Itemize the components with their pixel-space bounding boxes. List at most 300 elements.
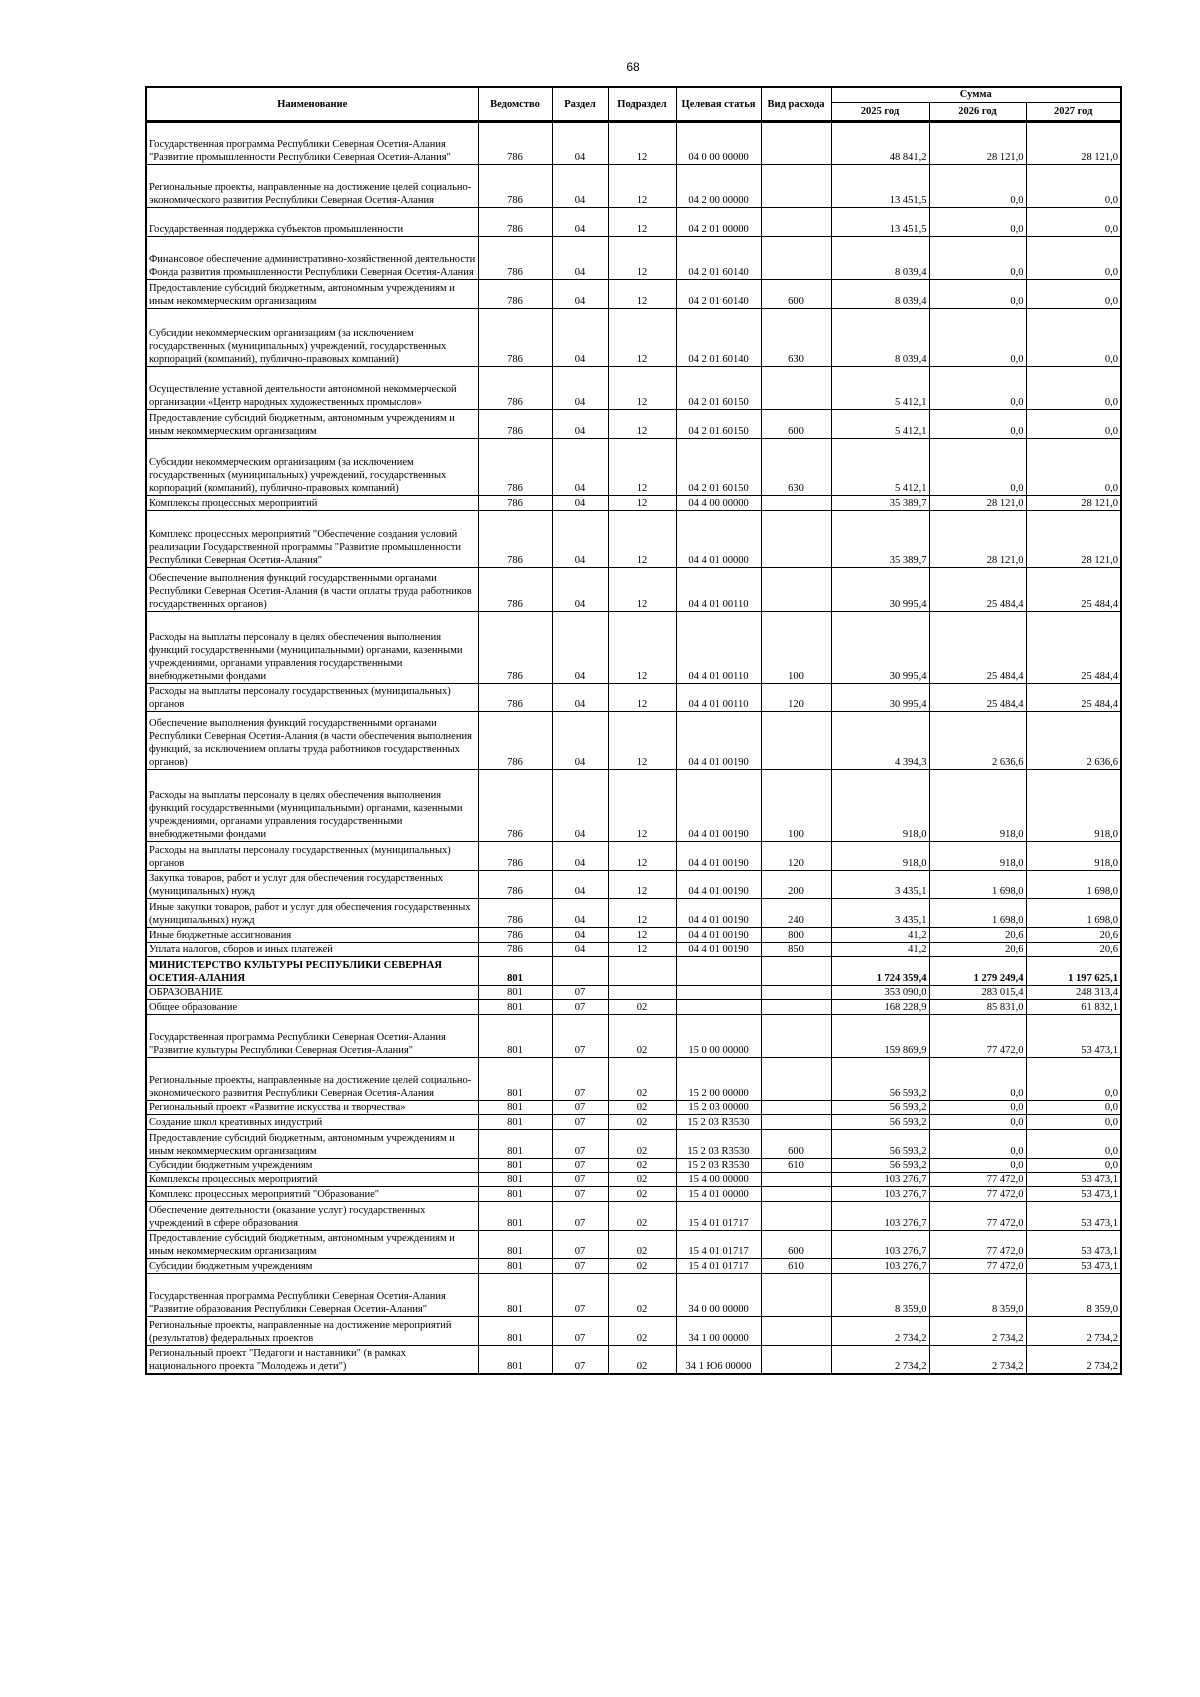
row-sum-2027: 1 698,0: [1026, 899, 1121, 928]
row-sum-2027: 0,0: [1026, 165, 1121, 208]
row-dept: 786: [478, 122, 552, 165]
row-target: [676, 957, 761, 986]
row-sum-2027: 53 473,1: [1026, 1259, 1121, 1273]
row-sum-2025: 103 276,7: [831, 1187, 929, 1201]
row-sum-2027: 2 734,2: [1026, 1316, 1121, 1345]
row-section: 07: [552, 1273, 608, 1316]
row-subsection: 12: [608, 496, 676, 510]
row-section: 07: [552, 1259, 608, 1273]
budget-table: [145, 86, 1122, 1375]
row-exp-type: [761, 1201, 831, 1230]
table-row: [146, 611, 1121, 683]
row-dept: 801: [478, 1259, 552, 1273]
row-sum-2027: 0,0: [1026, 1101, 1121, 1115]
row-section: 04: [552, 769, 608, 841]
row-subsection: 02: [608, 1000, 676, 1014]
row-target: 04 4 01 00110: [676, 611, 761, 683]
row-dept: 786: [478, 208, 552, 237]
row-sum-2027: 0,0: [1026, 1158, 1121, 1172]
row-sum-2025: 8 039,4: [831, 237, 929, 280]
table-row: [146, 769, 1121, 841]
row-section: 07: [552, 1014, 608, 1057]
row-exp-type: [761, 1014, 831, 1057]
header-row-1: [146, 87, 1121, 103]
table-row: [146, 1201, 1121, 1230]
row-sum-2025: 41,2: [831, 928, 929, 942]
row-exp-type: 240: [761, 899, 831, 928]
row-dept: 801: [478, 1316, 552, 1345]
row-target: 04 2 01 60140: [676, 309, 761, 367]
row-subsection: 02: [608, 1129, 676, 1158]
row-exp-type: 850: [761, 942, 831, 956]
row-sum-2027: 248 313,4: [1026, 985, 1121, 999]
row-name: Региональный проект "Педагоги и наставники" (в рамках национального проекта "Молодежь и дети"): [146, 1345, 478, 1374]
row-sum-2026: 77 472,0: [929, 1172, 1026, 1186]
row-sum-2027: 2 636,6: [1026, 712, 1121, 770]
row-dept: 786: [478, 438, 552, 496]
row-dept: 801: [478, 1158, 552, 1172]
row-sum-2025: 56 593,2: [831, 1101, 929, 1115]
table-row: [146, 1345, 1121, 1374]
row-sum-2026: 77 472,0: [929, 1014, 1026, 1057]
table-row: [146, 1000, 1121, 1014]
row-sum-2026: 2 636,6: [929, 712, 1026, 770]
row-exp-type: [761, 985, 831, 999]
row-dept: 801: [478, 1172, 552, 1186]
row-sum-2025: 30 995,4: [831, 568, 929, 611]
row-subsection: 12: [608, 712, 676, 770]
row-subsection: 02: [608, 1057, 676, 1100]
row-dept: 801: [478, 1201, 552, 1230]
table-row: [146, 237, 1121, 280]
row-subsection: 12: [608, 309, 676, 367]
row-dept: 786: [478, 928, 552, 942]
row-sum-2026: 77 472,0: [929, 1187, 1026, 1201]
row-target: 04 4 01 00190: [676, 841, 761, 870]
row-sum-2027: 1 698,0: [1026, 870, 1121, 899]
row-section: 04: [552, 409, 608, 438]
row-sum-2025: 48 841,2: [831, 122, 929, 165]
row-exp-type: [761, 1273, 831, 1316]
row-sum-2025: 103 276,7: [831, 1201, 929, 1230]
row-section: 07: [552, 1230, 608, 1259]
row-section: 07: [552, 985, 608, 999]
row-sum-2025: 353 090,0: [831, 985, 929, 999]
row-sum-2026: 85 831,0: [929, 1000, 1026, 1014]
row-sum-2025: 2 734,2: [831, 1316, 929, 1345]
row-sum-2025: 5 412,1: [831, 438, 929, 496]
row-sum-2025: 8 039,4: [831, 309, 929, 367]
row-exp-type: [761, 568, 831, 611]
row-dept: 786: [478, 496, 552, 510]
row-subsection: 12: [608, 568, 676, 611]
row-section: 07: [552, 1172, 608, 1186]
row-section: 04: [552, 122, 608, 165]
row-sum-2025: 30 995,4: [831, 683, 929, 712]
row-sum-2025: 918,0: [831, 769, 929, 841]
table-row: [146, 122, 1121, 165]
row-sum-2025: 56 593,2: [831, 1158, 929, 1172]
header-dept: Ведомство: [478, 87, 552, 122]
header-2025: 2025 год: [831, 103, 929, 122]
row-exp-type: [761, 122, 831, 165]
table-row: [146, 1230, 1121, 1259]
row-subsection: 12: [608, 942, 676, 956]
row-section: 04: [552, 208, 608, 237]
row-dept: 786: [478, 165, 552, 208]
row-name: Региональные проекты, направленные на достижение целей социально-экономического развития Республики Северная Осетия-Алания: [146, 165, 478, 208]
header-name: Наименование: [146, 87, 478, 122]
row-sum-2027: 28 121,0: [1026, 510, 1121, 568]
row-target: 04 4 01 00190: [676, 928, 761, 942]
row-sum-2027: 25 484,4: [1026, 611, 1121, 683]
row-sum-2026: 28 121,0: [929, 122, 1026, 165]
row-exp-type: [761, 510, 831, 568]
row-subsection: 12: [608, 611, 676, 683]
row-target: 15 2 00 00000: [676, 1057, 761, 1100]
row-exp-type: 200: [761, 870, 831, 899]
row-target: 04 4 01 00190: [676, 870, 761, 899]
row-dept: 786: [478, 942, 552, 956]
row-sum-2025: 13 451,5: [831, 165, 929, 208]
row-exp-type: [761, 712, 831, 770]
row-sum-2025: 56 593,2: [831, 1129, 929, 1158]
row-dept: 786: [478, 870, 552, 899]
table-row: [146, 683, 1121, 712]
row-dept: 786: [478, 683, 552, 712]
row-dept: 786: [478, 841, 552, 870]
row-target: 15 0 00 00000: [676, 1014, 761, 1057]
row-sum-2025: 35 389,7: [831, 510, 929, 568]
row-name: МИНИСТЕРСТВО КУЛЬТУРЫ РЕСПУБЛИКИ СЕВЕРНАЯ ОСЕТИЯ-АЛАНИЯ: [146, 957, 478, 986]
row-subsection: 12: [608, 409, 676, 438]
row-name: ОБРАЗОВАНИЕ: [146, 985, 478, 999]
row-sum-2027: 20,6: [1026, 928, 1121, 942]
row-subsection: 02: [608, 1172, 676, 1186]
row-sum-2027: 53 473,1: [1026, 1201, 1121, 1230]
row-name: Комплексы процессных мероприятий: [146, 496, 478, 510]
row-exp-type: [761, 1115, 831, 1129]
row-section: 04: [552, 496, 608, 510]
row-exp-type: 600: [761, 1230, 831, 1259]
table-row: [146, 1158, 1121, 1172]
row-sum-2026: 2 734,2: [929, 1316, 1026, 1345]
row-sum-2026: 918,0: [929, 841, 1026, 870]
row-sum-2027: 0,0: [1026, 1057, 1121, 1100]
row-dept: 801: [478, 985, 552, 999]
row-dept: 801: [478, 1000, 552, 1014]
row-target: 04 2 01 60140: [676, 280, 761, 309]
row-exp-type: 120: [761, 683, 831, 712]
row-sum-2027: 20,6: [1026, 942, 1121, 956]
row-target: 15 4 01 01717: [676, 1201, 761, 1230]
table-row: [146, 1259, 1121, 1273]
row-subsection: 12: [608, 366, 676, 409]
row-section: 07: [552, 1000, 608, 1014]
row-name: Обеспечение выполнения функций государственными органами Республики Северная Осетия-Алания (в части оплаты труда работников государственных органов): [146, 568, 478, 611]
row-exp-type: [761, 237, 831, 280]
row-target: 04 2 00 00000: [676, 165, 761, 208]
row-section: 04: [552, 366, 608, 409]
table-row: [146, 1101, 1121, 1115]
row-sum-2026: 77 472,0: [929, 1230, 1026, 1259]
table-row: [146, 1129, 1121, 1158]
row-sum-2027: 918,0: [1026, 769, 1121, 841]
row-target: 15 4 01 01717: [676, 1259, 761, 1273]
row-target: 04 2 01 60150: [676, 409, 761, 438]
row-subsection: 12: [608, 237, 676, 280]
row-target: 04 4 01 00000: [676, 510, 761, 568]
table-row: [146, 985, 1121, 999]
row-sum-2026: 0,0: [929, 409, 1026, 438]
row-target: 34 1 00 00000: [676, 1316, 761, 1345]
row-subsection: 12: [608, 899, 676, 928]
row-name: Расходы на выплаты персоналу в целях обеспечения выполнения функций государственными (муниципальными) органами, казенными учреждениями, органами управления государственными внебюджетными фондами: [146, 611, 478, 683]
row-exp-type: [761, 1000, 831, 1014]
row-target: 34 1 Ю6 00000: [676, 1345, 761, 1374]
row-sum-2027: 0,0: [1026, 309, 1121, 367]
row-subsection: 02: [608, 1345, 676, 1374]
row-section: 07: [552, 1057, 608, 1100]
row-target: [676, 985, 761, 999]
row-dept: 801: [478, 1057, 552, 1100]
row-sum-2027: 2 734,2: [1026, 1345, 1121, 1374]
row-target: 34 0 00 00000: [676, 1273, 761, 1316]
row-sum-2025: 8 359,0: [831, 1273, 929, 1316]
row-section: 04: [552, 280, 608, 309]
row-subsection: 12: [608, 928, 676, 942]
row-dept: 801: [478, 1014, 552, 1057]
row-name: Государственная программа Республики Северная Осетия-Алания "Развитие культуры Республики Северная Осетия-Алания": [146, 1014, 478, 1057]
row-sum-2025: 3 435,1: [831, 870, 929, 899]
row-sum-2027: 53 473,1: [1026, 1172, 1121, 1186]
row-name: Финансовое обеспечение административно-хозяйственной деятельности Фонда развития промышленности Республики Северная Осетия-Алания: [146, 237, 478, 280]
row-subsection: [608, 957, 676, 986]
row-subsection: 12: [608, 438, 676, 496]
row-sum-2025: 103 276,7: [831, 1172, 929, 1186]
row-sum-2025: 159 869,9: [831, 1014, 929, 1057]
row-exp-type: [761, 496, 831, 510]
row-name: Региональные проекты, направленные на достижение мероприятий (результатов) федеральных проектов: [146, 1316, 478, 1345]
row-target: 15 4 01 00000: [676, 1187, 761, 1201]
header-subsection: Подраздел: [608, 87, 676, 122]
row-sum-2026: 0,0: [929, 237, 1026, 280]
row-name: Расходы на выплаты персоналу государственных (муниципальных) органов: [146, 683, 478, 712]
row-name: Уплата налогов, сборов и иных платежей: [146, 942, 478, 956]
row-sum-2026: 28 121,0: [929, 510, 1026, 568]
row-sum-2025: 103 276,7: [831, 1230, 929, 1259]
row-sum-2026: 0,0: [929, 1115, 1026, 1129]
row-sum-2025: 56 593,2: [831, 1115, 929, 1129]
row-name: Обеспечение деятельности (оказание услуг) государственных учреждений в сфере образования: [146, 1201, 478, 1230]
row-section: 07: [552, 1158, 608, 1172]
row-sum-2027: 53 473,1: [1026, 1230, 1121, 1259]
row-subsection: 12: [608, 769, 676, 841]
row-target: 04 2 01 60140: [676, 237, 761, 280]
row-exp-type: 610: [761, 1259, 831, 1273]
row-sum-2026: 1 698,0: [929, 870, 1026, 899]
row-sum-2026: 25 484,4: [929, 683, 1026, 712]
table-row: [146, 1172, 1121, 1186]
row-subsection: 02: [608, 1014, 676, 1057]
row-exp-type: 100: [761, 769, 831, 841]
row-name: Региональный проект «Развитие искусства и творчества»: [146, 1101, 478, 1115]
row-section: 07: [552, 1345, 608, 1374]
row-section: 04: [552, 942, 608, 956]
table-row: [146, 841, 1121, 870]
row-name: Предоставление субсидий бюджетным, автономным учреждениям и иным некоммерческим организациям: [146, 1129, 478, 1158]
row-subsection: 02: [608, 1273, 676, 1316]
table-row: [146, 510, 1121, 568]
row-sum-2025: 5 412,1: [831, 366, 929, 409]
header-sum: Сумма: [831, 87, 1121, 103]
row-section: 07: [552, 1115, 608, 1129]
row-target: 04 4 01 00110: [676, 568, 761, 611]
row-sum-2027: 53 473,1: [1026, 1014, 1121, 1057]
row-exp-type: [761, 1057, 831, 1100]
row-exp-type: 100: [761, 611, 831, 683]
row-name: Субсидии бюджетным учреждениям: [146, 1259, 478, 1273]
row-name: Закупка товаров, работ и услуг для обеспечения государственных (муниципальных) нужд: [146, 870, 478, 899]
row-target: 04 4 01 00190: [676, 769, 761, 841]
row-name: Создание школ креативных индустрий: [146, 1115, 478, 1129]
row-sum-2026: 0,0: [929, 366, 1026, 409]
row-dept: 801: [478, 1273, 552, 1316]
row-section: 04: [552, 309, 608, 367]
row-sum-2027: 28 121,0: [1026, 122, 1121, 165]
row-name: Обеспечение выполнения функций государственными органами Республики Северная Осетия-Алания (в части обеспечения выполнения функций, за исключением оплаты труда работников государственных органов): [146, 712, 478, 770]
row-sum-2027: 0,0: [1026, 366, 1121, 409]
row-target: 04 4 00 00000: [676, 496, 761, 510]
row-dept: 786: [478, 510, 552, 568]
row-name: Предоставление субсидий бюджетным, автономным учреждениям и иным некоммерческим организациям: [146, 1230, 478, 1259]
row-exp-type: [761, 1101, 831, 1115]
row-section: 04: [552, 899, 608, 928]
row-section: 04: [552, 510, 608, 568]
row-section: 04: [552, 683, 608, 712]
row-name: Государственная программа Республики Северная Осетия-Алания "Развитие промышленности Республики Северная Осетия-Алания": [146, 122, 478, 165]
row-dept: 801: [478, 1345, 552, 1374]
table-row: [146, 409, 1121, 438]
row-exp-type: 630: [761, 309, 831, 367]
row-name: Комплекс процессных мероприятий "Образование": [146, 1187, 478, 1201]
row-sum-2027: 61 832,1: [1026, 1000, 1121, 1014]
table-row: [146, 165, 1121, 208]
row-sum-2026: 2 734,2: [929, 1345, 1026, 1374]
row-section: 04: [552, 165, 608, 208]
row-section: 04: [552, 870, 608, 899]
row-sum-2026: 918,0: [929, 769, 1026, 841]
row-sum-2025: 103 276,7: [831, 1259, 929, 1273]
row-name: Субсидии некоммерческим организациям (за исключением государственных (муниципальных) учреждений, государственных корпораций (компаний), публично-правовых компаний): [146, 309, 478, 367]
row-subsection: 12: [608, 280, 676, 309]
row-sum-2026: 0,0: [929, 1158, 1026, 1172]
row-subsection: 02: [608, 1201, 676, 1230]
row-section: [552, 957, 608, 986]
row-exp-type: 600: [761, 409, 831, 438]
row-sum-2025: 8 039,4: [831, 280, 929, 309]
row-section: 07: [552, 1129, 608, 1158]
header-section: Раздел: [552, 87, 608, 122]
row-name: Общее образование: [146, 1000, 478, 1014]
row-dept: 786: [478, 899, 552, 928]
row-target: 04 4 01 00190: [676, 942, 761, 956]
row-target: 15 2 03 00000: [676, 1101, 761, 1115]
row-section: 04: [552, 237, 608, 280]
row-sum-2027: 0,0: [1026, 237, 1121, 280]
row-target: [676, 1000, 761, 1014]
row-section: 04: [552, 928, 608, 942]
row-sum-2025: 41,2: [831, 942, 929, 956]
row-sum-2026: 1 698,0: [929, 899, 1026, 928]
row-name: Предоставление субсидий бюджетным, автономным учреждениям и иным некоммерческим организациям: [146, 280, 478, 309]
row-sum-2027: 25 484,4: [1026, 568, 1121, 611]
row-dept: 786: [478, 568, 552, 611]
row-sum-2027: 53 473,1: [1026, 1187, 1121, 1201]
row-sum-2026: 0,0: [929, 438, 1026, 496]
row-target: 04 4 01 00190: [676, 899, 761, 928]
row-subsection: 12: [608, 165, 676, 208]
row-sum-2025: 918,0: [831, 841, 929, 870]
row-target: 04 2 01 60150: [676, 438, 761, 496]
row-target: 04 0 00 00000: [676, 122, 761, 165]
row-dept: 801: [478, 1230, 552, 1259]
row-subsection: 12: [608, 841, 676, 870]
row-sum-2026: 0,0: [929, 1101, 1026, 1115]
row-section: 07: [552, 1187, 608, 1201]
table-row: [146, 928, 1121, 942]
row-exp-type: [761, 1345, 831, 1374]
table-row: [146, 712, 1121, 770]
row-sum-2026: 0,0: [929, 280, 1026, 309]
row-subsection: 12: [608, 122, 676, 165]
row-name: Осуществление уставной деятельности автономной некоммерческой организации «Центр народных художественных промыслов»: [146, 366, 478, 409]
row-name: Расходы на выплаты персоналу государственных (муниципальных) органов: [146, 841, 478, 870]
row-exp-type: 600: [761, 280, 831, 309]
row-name: Государственная программа Республики Северная Осетия-Алания "Развитие образования Республики Северная Осетия-Алания": [146, 1273, 478, 1316]
row-exp-type: 600: [761, 1129, 831, 1158]
row-dept: 786: [478, 237, 552, 280]
row-target: 04 4 01 00190: [676, 712, 761, 770]
row-subsection: 02: [608, 1316, 676, 1345]
row-sum-2026: 0,0: [929, 1129, 1026, 1158]
row-name: Государственная поддержка субъектов промышленности: [146, 208, 478, 237]
row-section: 07: [552, 1316, 608, 1345]
row-exp-type: [761, 1172, 831, 1186]
row-dept: 801: [478, 957, 552, 986]
row-name: Расходы на выплаты персоналу в целях обеспечения выполнения функций государственными (муниципальными) органами, казенными учреждениями, органами управления государственными внебюджетными фондами: [146, 769, 478, 841]
table-row: [146, 208, 1121, 237]
row-dept: 786: [478, 280, 552, 309]
row-dept: 786: [478, 611, 552, 683]
row-sum-2026: 28 121,0: [929, 496, 1026, 510]
row-sum-2025: 5 412,1: [831, 409, 929, 438]
row-subsection: 12: [608, 510, 676, 568]
row-section: 04: [552, 568, 608, 611]
table-row: [146, 280, 1121, 309]
row-exp-type: [761, 208, 831, 237]
row-sum-2027: 25 484,4: [1026, 683, 1121, 712]
row-dept: 786: [478, 409, 552, 438]
row-sum-2027: 8 359,0: [1026, 1273, 1121, 1316]
row-name: Предоставление субсидий бюджетным, автономным учреждениям и иным некоммерческим организациям: [146, 409, 478, 438]
row-exp-type: 800: [761, 928, 831, 942]
row-sum-2026: 0,0: [929, 309, 1026, 367]
row-exp-type: [761, 1187, 831, 1201]
table-row: [146, 1273, 1121, 1316]
row-sum-2026: 20,6: [929, 942, 1026, 956]
table-row: [146, 1316, 1121, 1345]
